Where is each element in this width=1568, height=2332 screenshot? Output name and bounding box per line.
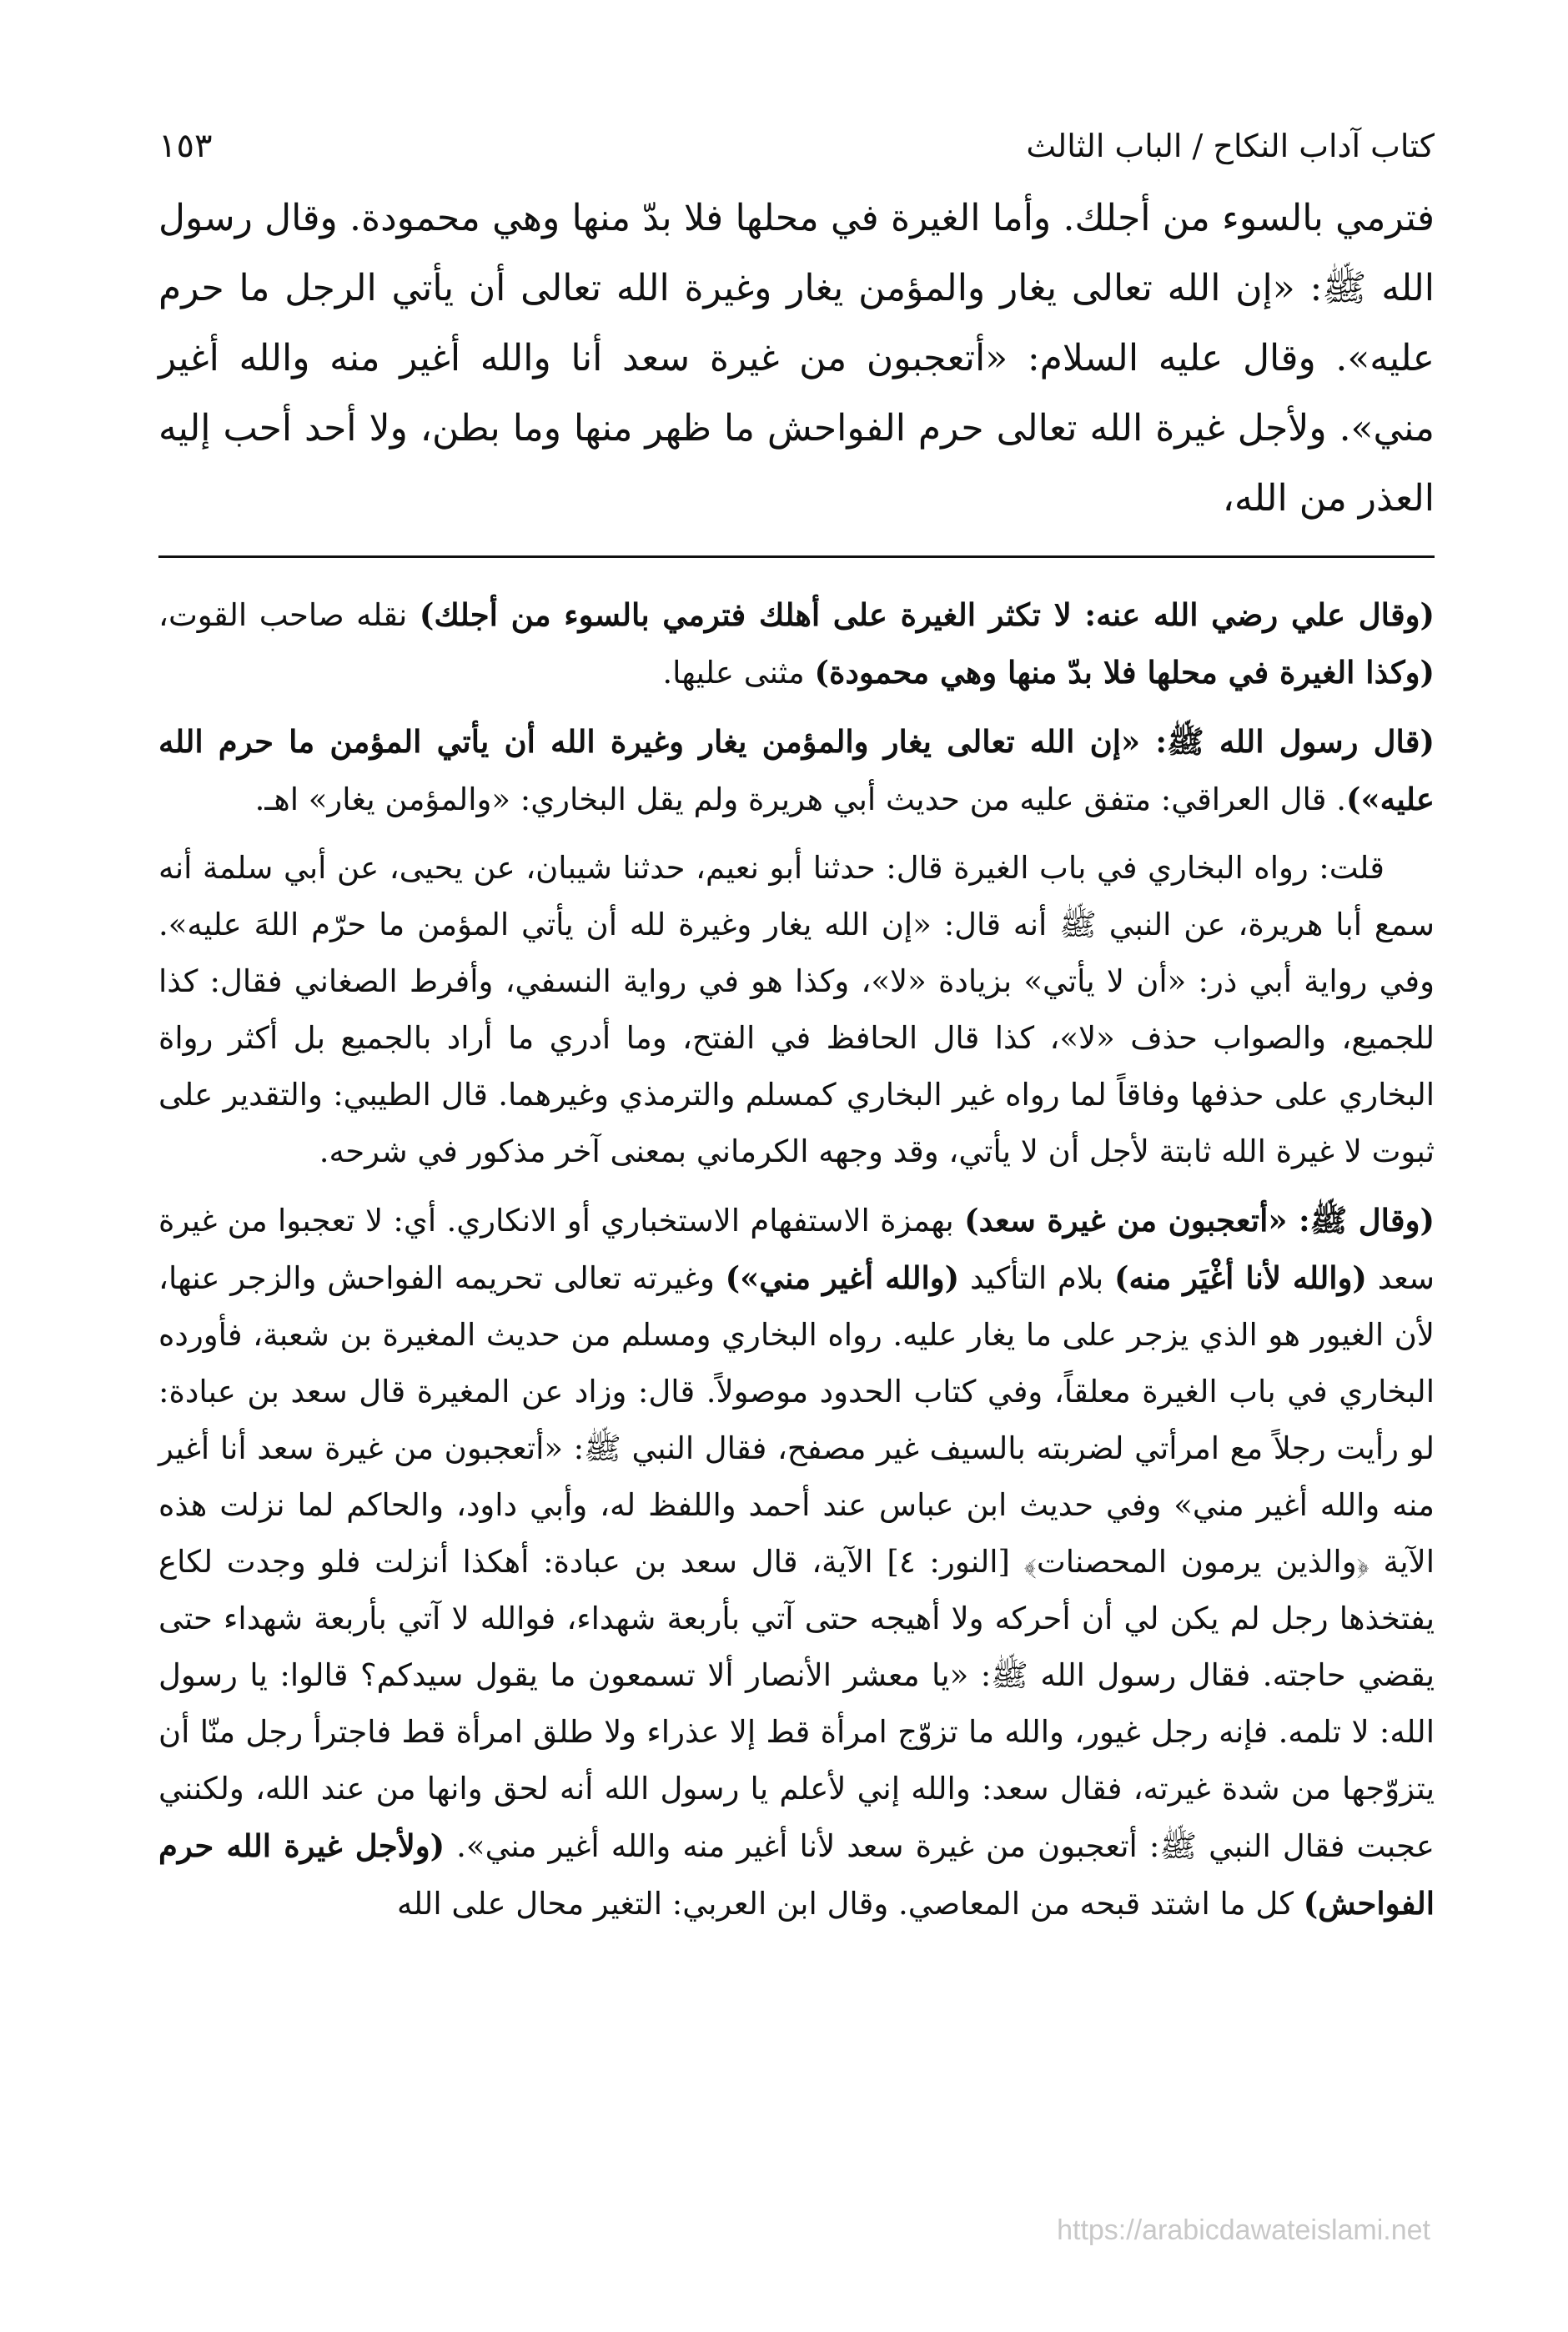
commentary-quote: (والله لأنا أغْيَر منه) (1114, 1259, 1367, 1296)
watermark-url: https://arabicdawateislami.net (1057, 2214, 1430, 2246)
commentary-text: بلام التأكيد (959, 1260, 1114, 1296)
commentary-text: بهمزة الاستفهام الاستخباري أو الانكاري. أي: لا تعجبوا من غيرة سعد (158, 1203, 1435, 1296)
commentary-quote: (وكذا الغيرة في محلها فلا بدّ منها وهي محمودة) (814, 654, 1435, 691)
commentary-text: . قال العراقي: متفق عليه من حديث أبي هريرة ولم يقل البخاري: «والمؤمن يغار» اهـ. (254, 782, 1347, 817)
commentary-text: وغيرته تعالى تحريمه الفواحش والزجر عنها، لأن الغيور هو الذي يزجر على ما يغار عليه. رواه البخاري ومسلم من حديث المغيرة بن شعبة، فأورده البخاري في باب الغيرة معلقاً، وفي كتاب الحدود موصولاً. قال: وزاد عن المغيرة قال سعد بن عبادة: لو رأيت رجلاً مع امرأتي لضربته بالسيف غير مصفح، فقال النبي ﷺ: «أتعجبون من غيرة سعد أنا أغير منه والله أغير مني» وفي حديث ابن عباس عند أحمد واللفظ له، وأبي داود، والحاكم لما نزلت هذه الآية ﴿والذين يرمون المحصنات﴾ [النور: ٤] الآية، قال سعد بن عبادة: أهكذا أنزلت فلو وجدت لكاع يفتخذها رجل لم يكن لي أن أحركه ولا أهيجه حتى آتي بأربعة شهداء، فوالله لا آتي بأربعة شهداء حتى يقضي حاجته. فقال رسول الله ﷺ: «يا معشر الأنصار ألا تسمعون ما يقول سيدكم؟ قالوا: يا رسول الله: لا تلمه. فإنه رجل غيور، والله ما تزوّج امرأة قط إلا عذراء ولا طلق امرأة قط فاجترأ رجل منّا أن يتزوّجها من شدة غيرته، فقال سعد: والله إني لأعلم يا رسول الله أنه لحق وانها من عند الله، ولكنني عجبت فقال النبي ﷺ: أتعجبون من غيرة سعد لأنا أغير منه والله أغير مني». (158, 1260, 1435, 1864)
commentary-paragraph-4 (158, 1192, 1435, 1932)
main-paragraph: فترمي بالسوء من أجلك. وأما الغيرة في محلها فلا بدّ منها وهي محمودة. وقال رسول الله ﷺ: «إن الله تعالى يغار والمؤمن يغار وغيرة الله تعالى أن يأتي الرجل ما حرم عليه». وقال عليه السلام: «أتعجبون من غيرة سعد أنا والله أغير منه والله أغير مني». ولأجل غيرة الله تعالى حرم الفواحش ما ظهر منها وما بطن، ولا أحد أحب إليه العذر من الله، (158, 197, 1435, 520)
commentary-quote: (ولأجل غيرة الله حرم الفواحش) (158, 1827, 1435, 1922)
commentary-quote: (والله أغير مني») (725, 1259, 960, 1296)
header-title: كتاب آداب النكاح / الباب الثالث (1026, 128, 1435, 164)
commentary-paragraph-2 (158, 713, 1435, 828)
commentary-text: كل ما اشتد قبحه من المعاصي. وقال ابن العربي: التغير محال على الله (396, 1886, 1304, 1922)
commentary-paragraph-3: قلت: رواه البخاري في باب الغيرة قال: حدثنا أبو نعيم، حدثنا شيبان، عن يحيى، عن أبي سلمة أنه سمع أبا هريرة، عن النبي ﷺ أنه قال: «إن الله يغار وغيرة لله أن يأتي المؤمن ما حرّم اللهَ عليه». وفي رواية أبي ذر: «أن لا يأتي» بزيادة «لا»، وكذا هو في رواية النسفي، وأفرط الصغاني فقال: كذا للجميع، والصواب حذف «لا»، كذا قال الحافظ في الفتح، وما أدري ما أراد بالجميع بل أكثر رواة البخاري على حذفها وفاقاً لما رواه غير البخاري كمسلم والترمذي وغيرهما. قال الطيبي: والتقدير على ثبوت لا غيرة الله ثابتة لأجل أن لا يأتي، وقد وجهه الكرماني بمعنى آخر مذكور في شرحه. (158, 850, 1435, 1169)
commentary-paragraph-1 (158, 586, 1435, 701)
page (158, 125, 1435, 1944)
footnote-rule (158, 555, 1435, 558)
commentary-quote: (وقال ﷺ: «أتعجبون من غيرة سعد) (964, 1202, 1435, 1239)
page-number: ١٥٣ (158, 127, 213, 165)
commentary-text: مثنى عليها. (662, 655, 815, 691)
commentary (158, 586, 1435, 1932)
commentary-quote: (قال رسول الله ﷺ: «إن الله تعالى يغار والمؤمن يغار وغيرة الله أن يأتي المؤمن ما حرم الله عليه») (158, 723, 1435, 817)
main-text (158, 183, 1435, 534)
running-header (158, 125, 1435, 183)
commentary-quote: (وقال علي رضي الله عنه: لا تكثر الغيرة على أهلك فترمي بالسوء من أجلك) (419, 596, 1435, 633)
commentary-text: نقله صاحب القوت، (158, 597, 420, 633)
